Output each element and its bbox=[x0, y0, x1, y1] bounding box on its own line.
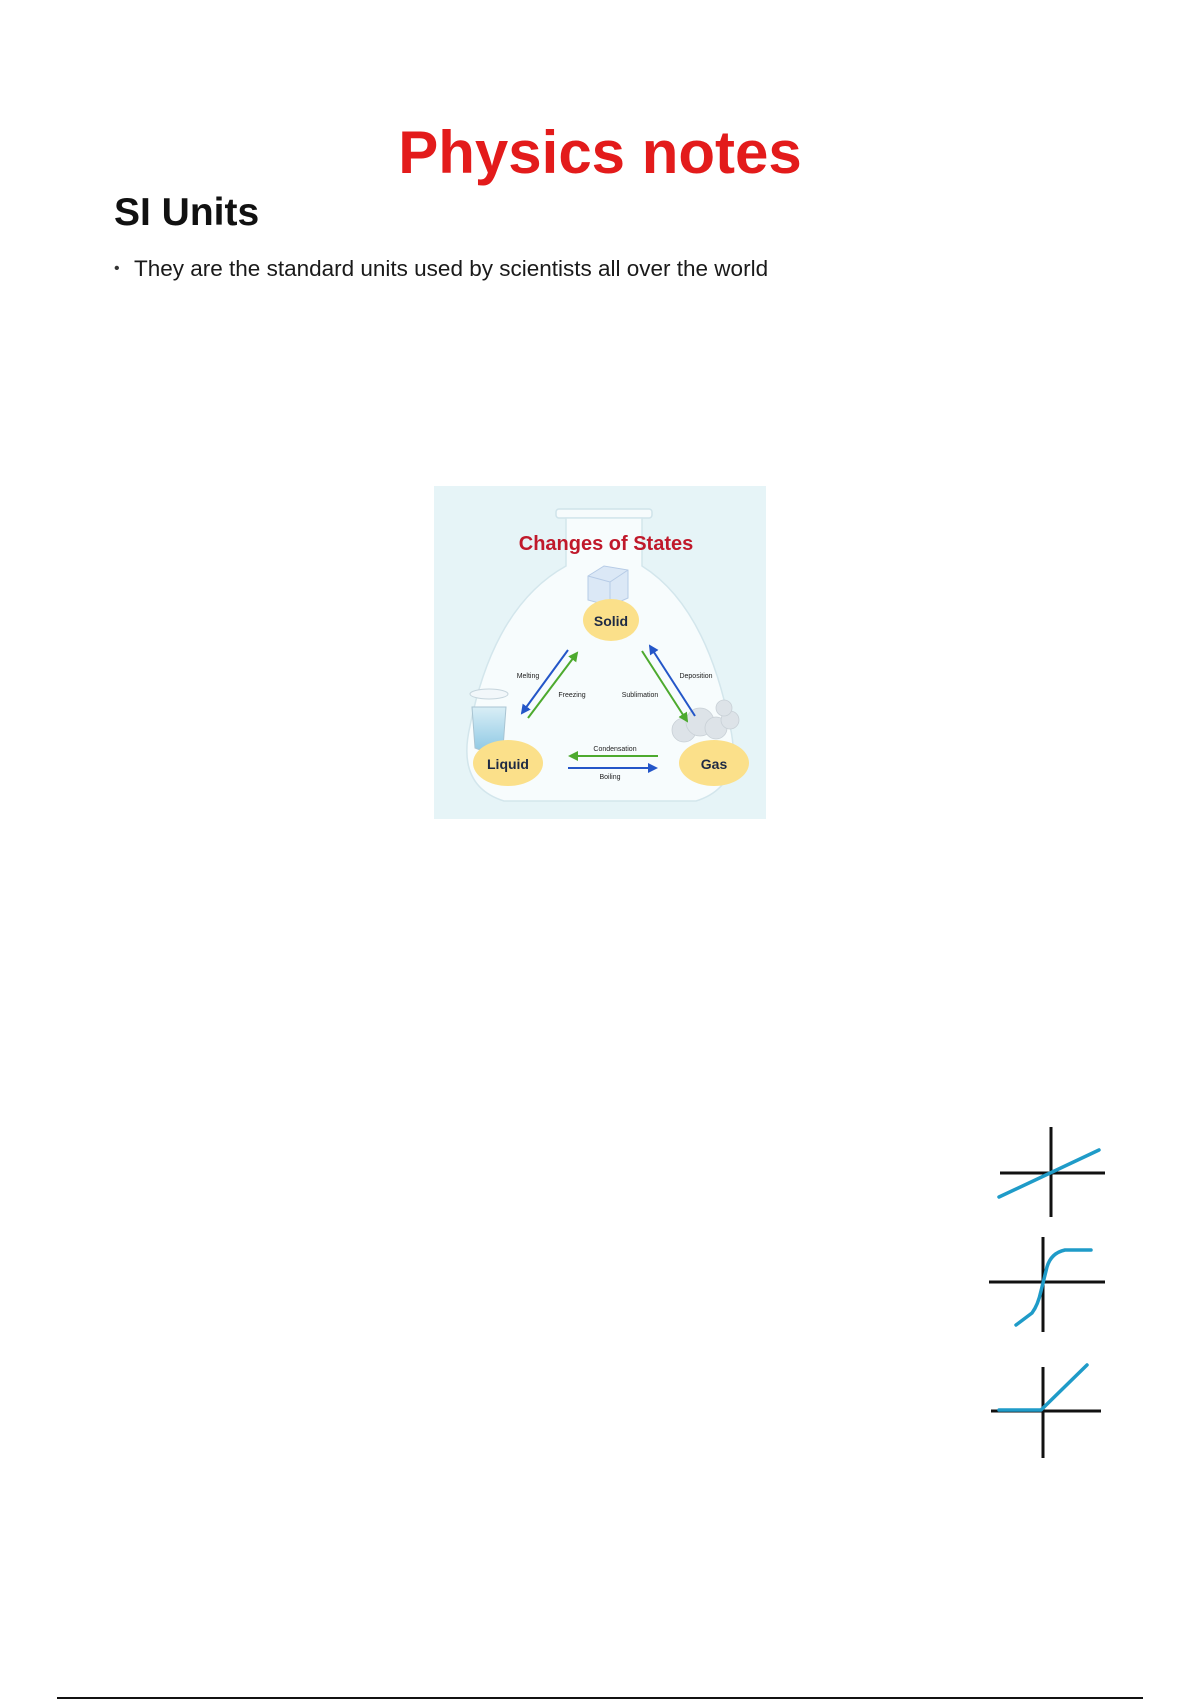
graph-sketches-svg bbox=[985, 1125, 1115, 1460]
linear-graph-icon bbox=[999, 1127, 1105, 1217]
figure-svg bbox=[434, 486, 766, 819]
figure-title: Changes of States bbox=[518, 533, 694, 555]
solid-label: Solid bbox=[593, 613, 629, 629]
deposition-label: Deposition bbox=[679, 673, 713, 680]
melting-label: Melting bbox=[516, 673, 540, 680]
section-heading: SI Units bbox=[114, 191, 260, 234]
changes-of-states-figure bbox=[434, 486, 766, 819]
condensation-label: Condensation bbox=[593, 746, 637, 753]
liquid-label: Liquid bbox=[487, 756, 529, 772]
freezing-label: Freezing bbox=[558, 692, 586, 699]
graph-sketches bbox=[985, 1125, 1115, 1460]
boiling-label: Boiling bbox=[599, 774, 621, 781]
bullet-item: • They are the standard units used by scientists all over the world bbox=[114, 252, 768, 286]
bullet-list bbox=[114, 252, 768, 286]
footer-divider bbox=[57, 1697, 1143, 1699]
s-curve-graph-icon bbox=[989, 1237, 1105, 1332]
ramp-graph-icon bbox=[991, 1365, 1101, 1458]
gas-label: Gas bbox=[700, 756, 728, 772]
page-title: Physics notes bbox=[398, 119, 802, 186]
sublimation-label: Sublimation bbox=[621, 692, 659, 699]
